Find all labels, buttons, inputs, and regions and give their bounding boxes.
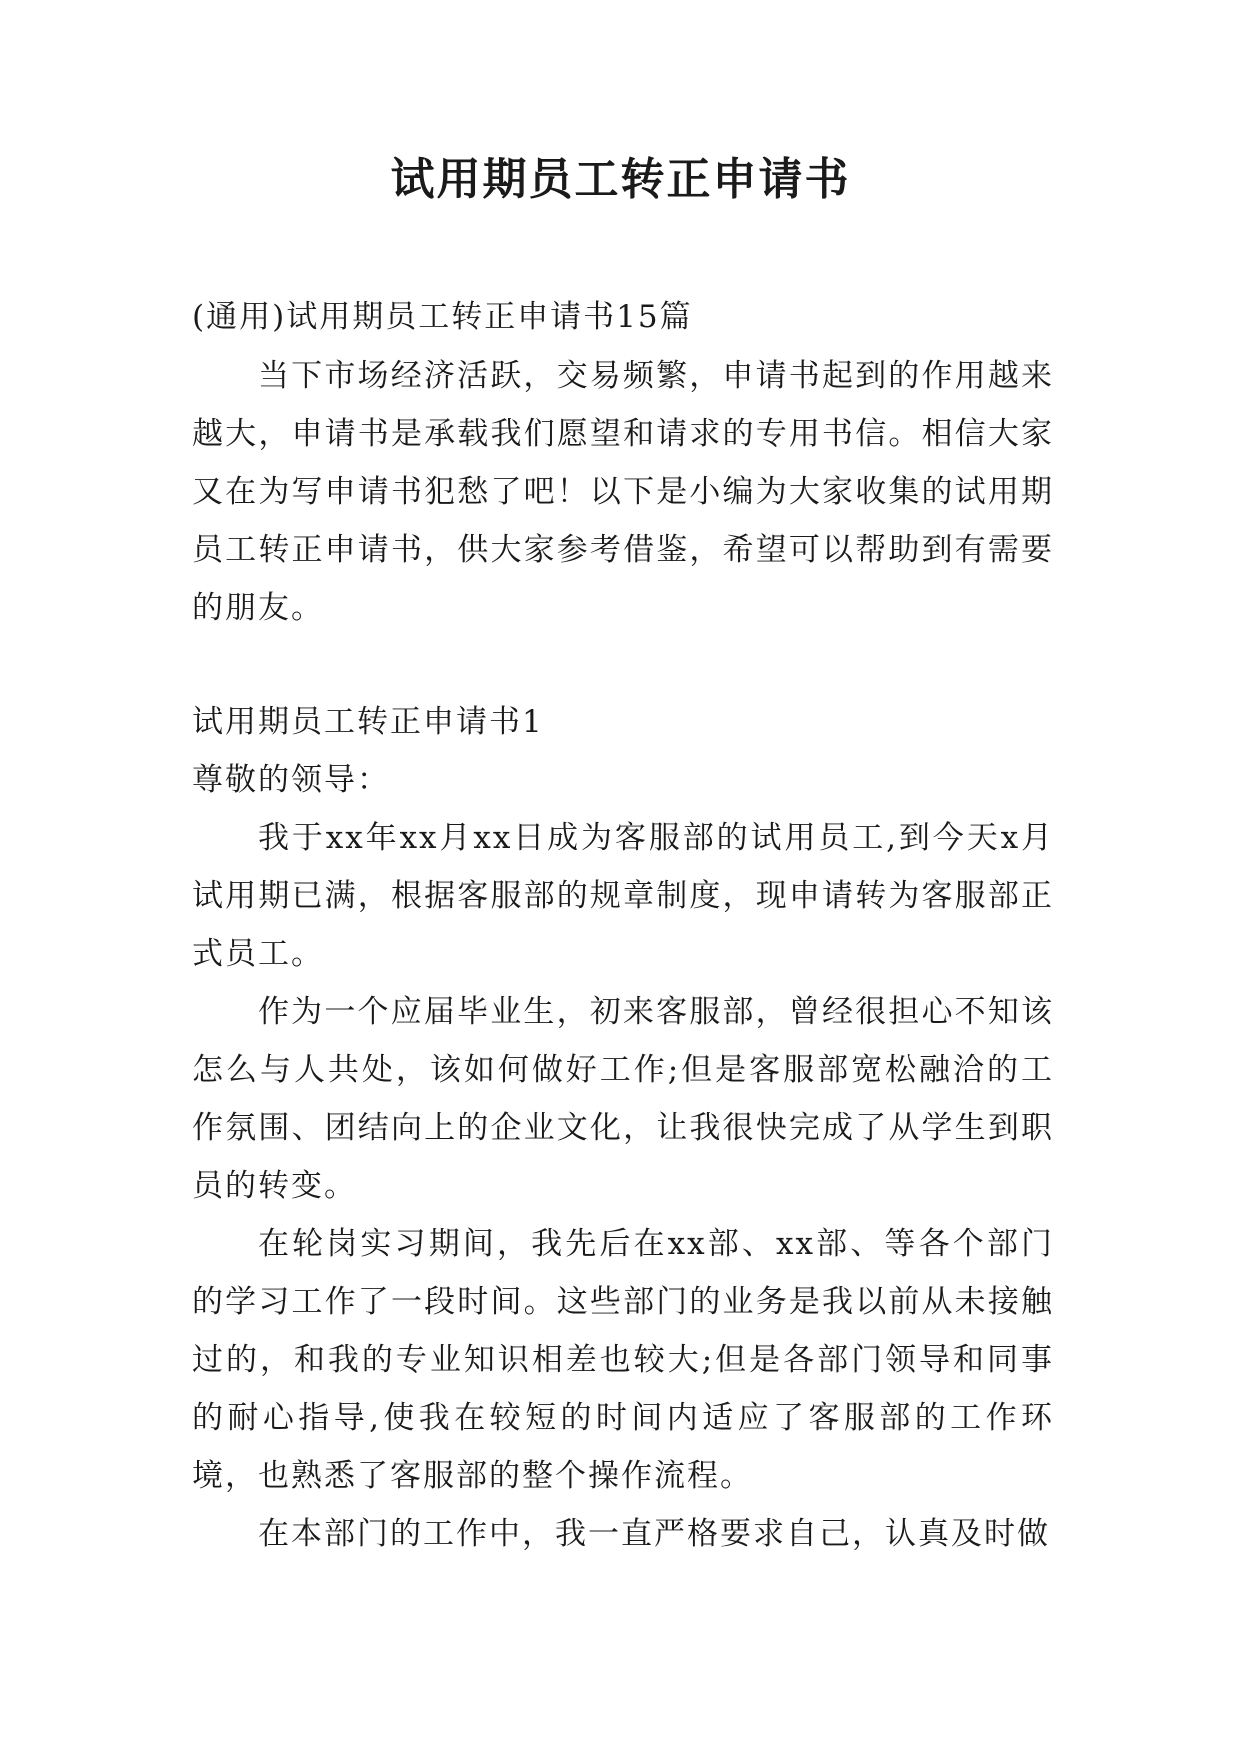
body-paragraph-3: 在轮岗实习期间，我先后在xx部、xx部、等各个部门的学习工作了一段时间。这些部门的业务是我以前从未接触过的，和我的专业知识相差也较大;但是各部门领导和同事的耐心指导,使我在较短的时间内适应了客服部的工作环境，也熟悉了客服部的整个操作流程。	[192, 1226, 1054, 1494]
salutation: 尊敬的领导：	[192, 762, 390, 798]
body-paragraph-2: 作为一个应届毕业生，初来客服部，曾经很担心不知该怎么与人共处，该如何做好工作;但是客服部宽松融洽的工作氛围、团结向上的企业文化，让我很快完成了从学生到职员的转变。	[192, 994, 1054, 1204]
section-heading: 试用期员工转正申请书1	[192, 704, 544, 740]
body-paragraph-1: 我于xx年xx月xx日成为客服部的试用员工,到今天x月试用期已满，根据客服部的规章制度，现申请转为客服部正式员工。	[192, 820, 1054, 972]
document-title: 试用期员工转正申请书	[390, 154, 851, 205]
body-paragraph-4: 在本部门的工作中，我一直严格要求自己，认真及时做	[258, 1516, 1050, 1552]
document-subtitle: (通用)试用期员工转正申请书15篇	[192, 299, 693, 335]
intro-paragraph: 当下市场经济活跃，交易频繁，申请书起到的作用越来越大，申请书是承载我们愿望和请求的专用书信。相信大家又在为写申请书犯愁了吧！以下是小编为大家收集的试用期员工转正申请书，供大家参考借鉴，希望可以帮助到有需要的朋友。	[192, 358, 1054, 626]
